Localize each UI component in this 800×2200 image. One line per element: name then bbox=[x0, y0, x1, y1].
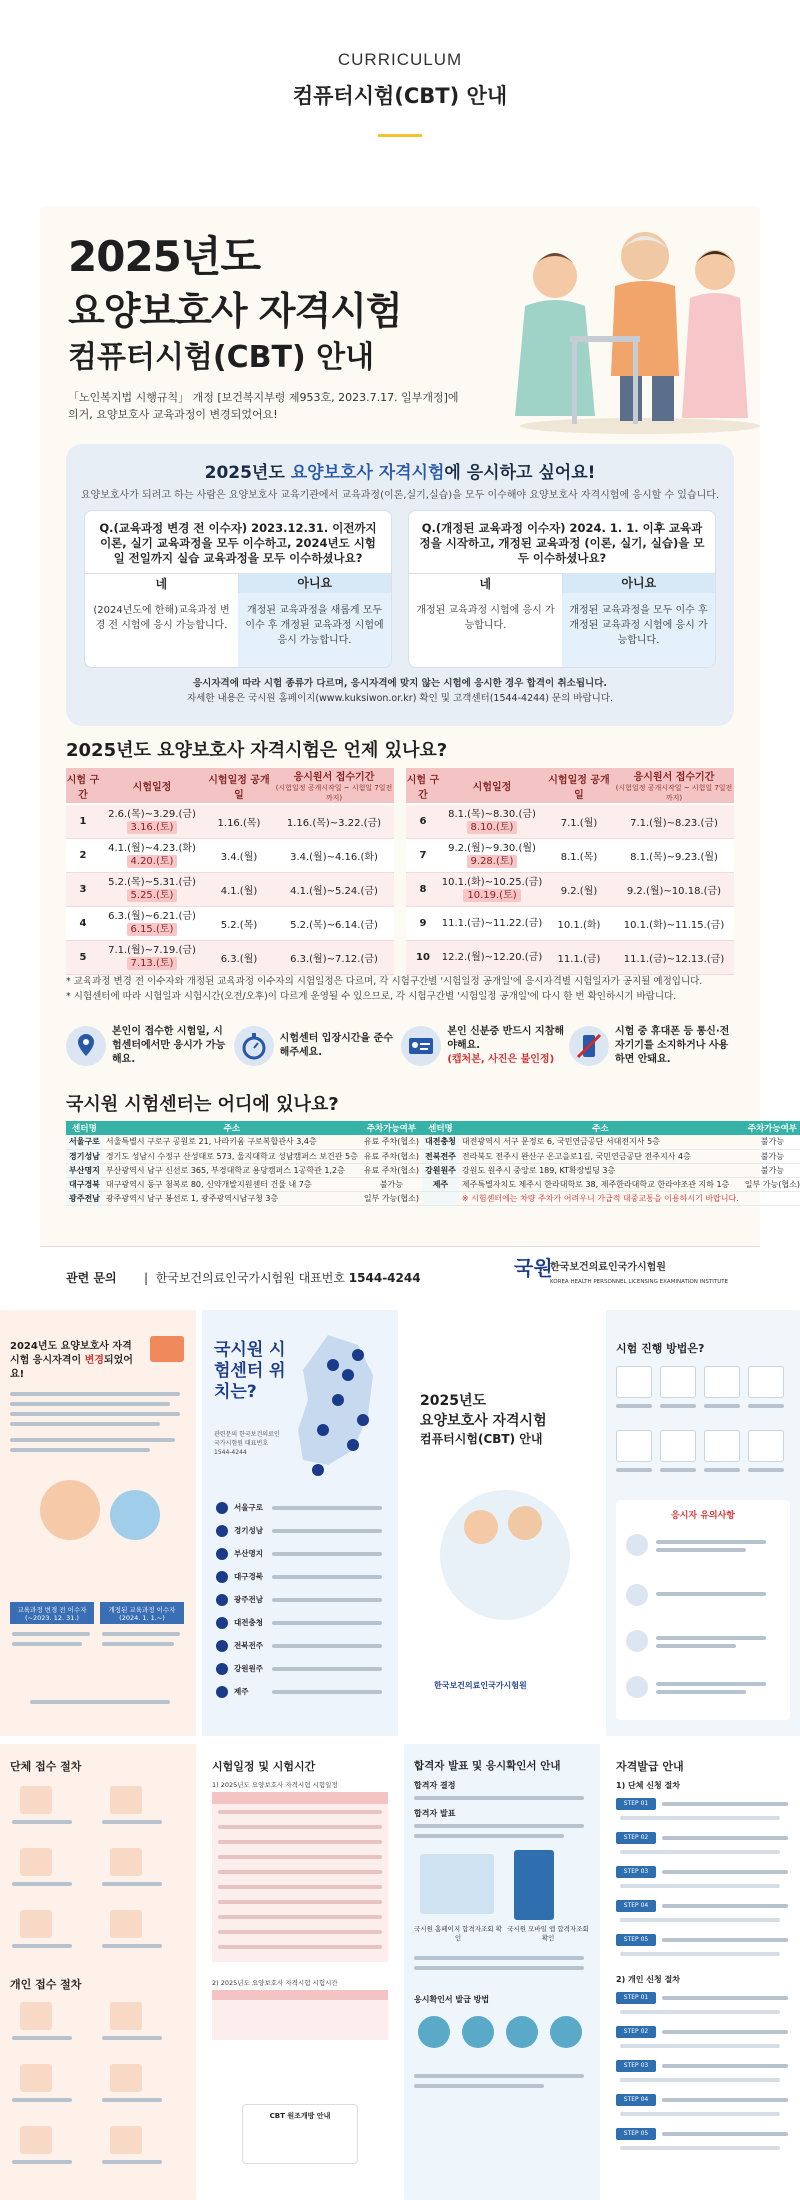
inquiry-bar bbox=[40, 1246, 760, 1302]
exam-rules-row bbox=[66, 1016, 734, 1076]
qa-question: Q.(개정된 교육과정 이수자) 2024. 1. 1. 이후 교육과정을 시작하고, 개정된 교육과정 (이론, 실기, 실습)을 모두 이수하셨나요? bbox=[419, 521, 705, 565]
caregiver-illustration bbox=[440, 1490, 570, 1620]
center-name: 경기성남 bbox=[66, 1149, 103, 1163]
location-pin-icon bbox=[66, 1026, 106, 1066]
application-period: 8.1.(목)~9.23.(월) bbox=[614, 838, 734, 872]
step-icon bbox=[748, 1366, 784, 1398]
center-address: ※ 시험센터에는 차량 주차가 어려우니 가급적 대중교통을 이용하시기 바랍니다. bbox=[459, 1191, 742, 1205]
exam-dates: 4.1.(월)~4.23.(화) 4.20.(토) bbox=[100, 838, 204, 872]
exam-period: 1 bbox=[66, 804, 100, 838]
parking-status: 불가능 bbox=[361, 1177, 422, 1191]
center-list-item: 전북전주 bbox=[216, 1638, 388, 1661]
qa-subtext: 요양보호사가 되려고 하는 사람은 요양보호사 교육기관에서 교육과정(이론,실기,실습)을 모두 이수해야 요양보호사 자격시험에 응시할 수 있습니다. bbox=[80, 490, 720, 501]
section-title: 컴퓨터시험(CBT) 안내 bbox=[292, 84, 508, 108]
exam-dates: 9.2.(월)~9.30.(월) 9.28.(토) bbox=[440, 838, 544, 872]
application-period: 5.2.(목)~6.14.(금) bbox=[274, 906, 394, 940]
application-period: 10.1.(화)~11.15.(금) bbox=[614, 906, 734, 940]
panel-registration bbox=[0, 1744, 196, 2200]
leaflet-collage bbox=[0, 1310, 800, 2200]
parking-status: 일부 가능(협소) bbox=[361, 1191, 422, 1205]
monitor-icon bbox=[150, 1336, 184, 1362]
col-header: 주차가능여부 bbox=[742, 1121, 800, 1135]
exam-period: 7 bbox=[406, 838, 440, 872]
schedule-table-right bbox=[406, 768, 734, 975]
panel-subtext: 1) 2025년도 요양보호사 자격시험 시험일정 bbox=[212, 1781, 338, 1789]
step-badge: STEP 03 bbox=[616, 2060, 656, 2072]
panel-results bbox=[404, 1744, 600, 2200]
no-phone-icon bbox=[569, 1026, 609, 1066]
rule-text: 본인이 접수한 시험일, 시험센터에서만 응시가 가능해요. bbox=[112, 1026, 226, 1065]
exam-period: 10 bbox=[406, 940, 440, 974]
exam-period: 2 bbox=[66, 838, 100, 872]
rule-text: 시험 중 휴대폰 등 통신·전자기기를 소지하거나 사용하면 안돼요. bbox=[614, 1026, 730, 1065]
parking-status: 유료 주차(협소) bbox=[361, 1163, 422, 1177]
center-name: 전북전주 bbox=[422, 1149, 459, 1163]
qa-no-label: 아니요 bbox=[563, 573, 716, 593]
mini-table bbox=[212, 1792, 388, 1962]
step-icon bbox=[748, 1430, 784, 1462]
exam-period: 9 bbox=[406, 906, 440, 940]
col-header: 시험일정 공개일 bbox=[544, 768, 614, 804]
panel-title: 국시원 시험센터 위치는? bbox=[214, 1340, 286, 1402]
qa-card-before-change bbox=[84, 510, 392, 668]
qa-no-answer: 개정된 교육과정을 새롭게 모두 이수 후 개정된 교육과정 시험에 응시 가능합니다. bbox=[238, 593, 391, 668]
application-period: 9.2.(월)~10.18.(금) bbox=[614, 872, 734, 906]
qa-no-label: 아니요 bbox=[239, 573, 392, 593]
centers-title: 국시원 시험센터는 어디에 있나요? bbox=[66, 1094, 339, 1115]
center-address: 광주광역시 남구 봉선로 1, 광주광역시남구청 3층 bbox=[103, 1191, 361, 1205]
center-address: 대구광역시 동구 첨복로 80, 신약개발지원센터 건물 내 7층 bbox=[103, 1177, 361, 1191]
step-icon bbox=[110, 1910, 142, 1938]
application-period: 7.1.(월)~8.23.(금) bbox=[614, 804, 734, 838]
center-list-item: 서울구로 bbox=[216, 1500, 388, 1523]
schedule-open-date: 4.1.(월) bbox=[204, 872, 274, 906]
notice-title: 응시자 유의사항 bbox=[671, 1511, 735, 1521]
center-list-item: 대전충청 bbox=[216, 1615, 388, 1638]
korea-map-icon bbox=[288, 1330, 388, 1480]
schedule-row bbox=[66, 906, 394, 940]
exam-dates: 5.2.(목)~5.31.(금) 5.25.(토) bbox=[100, 872, 204, 906]
panel-subtitle: 합격자 발표 bbox=[414, 1809, 456, 1818]
person-illustration bbox=[40, 1480, 100, 1540]
exam-period: 4 bbox=[66, 906, 100, 940]
panel-cover bbox=[404, 1310, 600, 1736]
panel-title: 시험 진행 방법은? bbox=[616, 1342, 705, 1355]
schedule-footnotes bbox=[66, 974, 734, 1004]
col-header: 응시원서 접수기간 (시험일정 공개시작일 ~ 시험일 7일전까지) bbox=[274, 768, 394, 804]
center-name: 광주전남 bbox=[66, 1191, 103, 1205]
schedule-row bbox=[406, 872, 734, 906]
qa-note bbox=[66, 676, 734, 706]
rule-item bbox=[569, 1016, 734, 1076]
mini-table bbox=[212, 1990, 388, 2040]
notice-box bbox=[616, 1500, 790, 1720]
panel-subtitle: 응시확인서 발급 방법 bbox=[414, 1995, 490, 2004]
schedule-row bbox=[66, 838, 394, 872]
kuksiwon-logo: 국원 한국보건의료인국가시험원 KOREA HEALTH PERSONNEL LICENSING EXAMINATION INSTITUTE bbox=[514, 1256, 729, 1285]
step-icon bbox=[616, 1366, 652, 1398]
col-header: 시험일정 bbox=[440, 768, 544, 804]
schedule-row bbox=[66, 872, 394, 906]
exam-period: 6 bbox=[406, 804, 440, 838]
panel-title: 요양보호사 자격시험 bbox=[420, 1413, 547, 1429]
panel-subtext: 2) 2025년도 요양보호사 자격시험 시험시간 bbox=[212, 1979, 338, 1987]
qa-yes-label: 네 bbox=[409, 573, 563, 593]
location-dot-icon bbox=[216, 1571, 228, 1583]
panel-title: 시험일정 및 시험시간 bbox=[212, 1760, 316, 1773]
step-badge: STEP 01 bbox=[616, 1798, 656, 1810]
col-header: 시험일정 공개일 bbox=[204, 768, 274, 804]
step-icon bbox=[20, 2002, 52, 2030]
step-icon bbox=[20, 2064, 52, 2092]
schedule-row bbox=[66, 804, 394, 838]
person-illustration bbox=[110, 1490, 160, 1540]
rule-text: 본인 신분증 반드시 지참해야해요. (캡처본, 사진은 불인정) bbox=[447, 1026, 565, 1065]
parking-status: 유료 주차(협소) bbox=[361, 1149, 422, 1163]
center-address: 전라북도 전주시 완산구 온고을로1길, 국민연금공단 전주지사 4층 bbox=[459, 1149, 742, 1163]
section-eyebrow: CURRICULUM bbox=[337, 50, 463, 69]
schedule-row bbox=[66, 940, 394, 974]
schedule-open-date: 8.1.(목) bbox=[544, 838, 614, 872]
center-name bbox=[422, 1191, 459, 1205]
step-badge: STEP 02 bbox=[616, 2026, 656, 2038]
rule-item bbox=[401, 1016, 566, 1076]
step-icon bbox=[616, 1430, 652, 1462]
panel-schedule bbox=[202, 1744, 398, 2200]
center-list-item: 제주 bbox=[216, 1684, 388, 1707]
schedule-open-date: 9.2.(월) bbox=[544, 872, 614, 906]
panel-title: 개인 접수 절차 bbox=[10, 1978, 82, 1991]
cbt-notice-box: CBT 원조개방 안내 bbox=[242, 2104, 358, 2164]
panel-title: 자격발급 안내 bbox=[616, 1760, 684, 1773]
col-header: 응시원서 접수기간 (시험일정 공개시작일 ~ 시험일 7일전까지) bbox=[614, 768, 734, 804]
parking-status: 유료 주차(협소) bbox=[361, 1135, 422, 1149]
col-header: 센터명 bbox=[66, 1121, 103, 1135]
exam-period: 3 bbox=[66, 872, 100, 906]
schedule-title: 2025년도 요양보호사 자격시험은 언제 있나요? bbox=[66, 740, 448, 761]
mobile-app-screenshot bbox=[514, 1850, 554, 1920]
inquiry-label: 관련 문의 bbox=[66, 1271, 117, 1285]
schedule-table-left bbox=[66, 768, 394, 975]
location-dot-icon bbox=[216, 1617, 228, 1629]
panel-center-locations bbox=[202, 1310, 398, 1736]
location-dot-icon bbox=[216, 1640, 228, 1652]
panel-title: 합격자 발표 및 응시확인서 안내 bbox=[414, 1760, 561, 1772]
stopwatch-icon bbox=[234, 1026, 274, 1066]
schedule-open-date: 10.1.(화) bbox=[544, 906, 614, 940]
panel-exam-process bbox=[606, 1310, 800, 1736]
step-icon bbox=[20, 1786, 52, 1814]
footnote: * 시험센터에 따라 시험일과 시험시간(오전/오후)이 다르게 운영될 수 있으므로, 각 시험구간별 '시험일정 공개일'에 다시 한 번 확인하시기 바랍니다. bbox=[66, 991, 677, 1002]
rule-item bbox=[66, 1016, 231, 1076]
center-name: 제주 bbox=[422, 1177, 459, 1191]
exam-period: 5 bbox=[66, 940, 100, 974]
col-header: 센터명 bbox=[422, 1121, 459, 1135]
parking-status: 불가능 bbox=[742, 1149, 800, 1163]
application-period: 4.1.(월)~5.24.(금) bbox=[274, 872, 394, 906]
step-badge: STEP 01 bbox=[616, 1992, 656, 2004]
application-period: 11.1.(금)~12.13.(금) bbox=[614, 940, 734, 974]
panel-subtitle: 1) 단체 신청 절차 bbox=[616, 1781, 680, 1790]
id-card-icon bbox=[401, 1026, 441, 1066]
poster-title-year: 2025년도 bbox=[68, 232, 261, 281]
schedule-row bbox=[406, 838, 734, 872]
panel-title: 컴퓨터시험(CBT) 안내 bbox=[420, 1432, 543, 1446]
center-list-item: 대구경북 bbox=[216, 1569, 388, 1592]
caregiver-illustration bbox=[470, 206, 760, 436]
exam-dates: 11.1.(금)~11.22.(금) bbox=[440, 906, 544, 940]
schedule-open-date: 5.2.(목) bbox=[204, 906, 274, 940]
qa-card-revised bbox=[408, 510, 716, 668]
exam-dates: 7.1.(월)~7.19.(금) 7.13.(토) bbox=[100, 940, 204, 974]
center-address: 강원도 원주시 중앙로 189, KT확장빌딩 3층 bbox=[459, 1163, 742, 1177]
qa-note-line: 응시자격에 따라 시험 종류가 다르며, 응시자격에 맞지 않는 시험에 응시한 경우 합격이 취소됩니다. bbox=[193, 678, 607, 689]
footnote: * 교육과정 변경 전 이수자와 개정된 교육과정 이수자의 시험일정은 다르며, 각 시험구간별 '시험일정 공개일'에 응시자격별 시험일자가 공지될 예정입니다. bbox=[66, 976, 703, 987]
center-list-item: 경기성남 bbox=[216, 1523, 388, 1546]
schedule-row bbox=[406, 804, 734, 838]
section-header bbox=[0, 0, 800, 150]
qa-heading: 2025년도 요양보호사 자격시험에 응시하고 싶어요! bbox=[204, 463, 596, 483]
panel-title: 단체 접수 절차 bbox=[10, 1760, 82, 1773]
location-dot-icon bbox=[216, 1663, 228, 1675]
step-icon bbox=[110, 2002, 142, 2030]
col-header: 시험 구간 bbox=[66, 768, 100, 804]
exam-dates: 10.1.(화)~10.25.(금) 10.19.(토) bbox=[440, 872, 544, 906]
panel-logo: 한국보건의료인국가시험원 bbox=[434, 1681, 527, 1690]
parking-status bbox=[742, 1191, 800, 1205]
exam-dates: 8.1.(목)~8.30.(금) 8.10.(토) bbox=[440, 804, 544, 838]
step-icon bbox=[110, 1848, 142, 1876]
step-badge: STEP 05 bbox=[616, 2128, 656, 2140]
step-icon bbox=[110, 2064, 142, 2092]
location-dot-icon bbox=[216, 1502, 228, 1514]
cbt-poster bbox=[40, 206, 800, 1302]
center-list-item: 부산명지 bbox=[216, 1546, 388, 1569]
schedule-open-date: 1.16.(목) bbox=[204, 804, 274, 838]
step-icon bbox=[704, 1430, 740, 1462]
step-badge: STEP 04 bbox=[616, 1900, 656, 1912]
exam-dates: 6.3.(월)~6.21.(금) 6.15.(토) bbox=[100, 906, 204, 940]
center-row bbox=[66, 1149, 800, 1163]
location-dot-icon bbox=[216, 1594, 228, 1606]
schedule-row bbox=[406, 906, 734, 940]
panel-subtext: 관련문의 한국보건의료인국가시험원 대표번호 1544-4244 bbox=[214, 1431, 280, 1456]
website-screenshot bbox=[420, 1854, 494, 1914]
schedule-open-date: 11.1.(금) bbox=[544, 940, 614, 974]
panel-box: 개정된 교육과정 이수자 (2024. 1. 1.~) bbox=[100, 1602, 184, 1624]
qa-note-line: 자세한 내용은 국시원 홈페이지(www.kuksiwon.or.kr) 확인 및 고객센터(1544-4244) 문의 바랍니다. bbox=[186, 693, 614, 704]
step-icon bbox=[660, 1430, 696, 1462]
exam-period: 8 bbox=[406, 872, 440, 906]
schedule-open-date: 6.3.(월) bbox=[204, 940, 274, 974]
center-row bbox=[66, 1163, 800, 1177]
step-icon bbox=[704, 1366, 740, 1398]
exam-dates: 12.2.(월)~12.20.(금) bbox=[440, 940, 544, 974]
panel-caption: 국시원 홈페이지 합격자조회 확인 bbox=[414, 1925, 502, 1942]
panel-subtitle: 합격자 결정 bbox=[414, 1781, 456, 1790]
panel-title: 2024년도 요양보호사 자격시험 응시자격이 변경되었어요! bbox=[10, 1341, 133, 1380]
exam-dates: 2.6.(목)~3.29.(금) 3.16.(토) bbox=[100, 804, 204, 838]
col-header: 주소 bbox=[459, 1121, 742, 1135]
location-dot-icon bbox=[216, 1686, 228, 1698]
step-icon bbox=[110, 2126, 142, 2154]
center-address: 서울특별시 구로구 공원로 21, 나라키움 구로복합관사 3,4층 bbox=[103, 1135, 361, 1149]
poster-intro: 「노인복지법 시행규칙」 개정 [보건복지부령 제953호, 2023.7.17. 일부개정]에 의거, 요양보호사 교육과정이 변경되었어요! bbox=[68, 391, 459, 421]
title-underline bbox=[378, 134, 422, 137]
center-row bbox=[66, 1191, 800, 1205]
rule-item bbox=[234, 1016, 399, 1076]
centers-table bbox=[66, 1121, 800, 1206]
schedule-row bbox=[406, 940, 734, 974]
qa-question: Q.(교육과정 변경 전 이수자) 2023.12.31. 이전까지 이론, 실기 교육과정을 모두 이수하고, 2024년도 시험일 전일까지 실습 교육과정을 모두 이수하셨나요? bbox=[99, 521, 377, 565]
step-icon bbox=[20, 1910, 52, 1938]
col-header: 주차가능여부 bbox=[361, 1121, 422, 1135]
center-name: 강원원주 bbox=[422, 1163, 459, 1177]
panel-caption: 국시원 모바일 앱 합격자조회 확인 bbox=[507, 1925, 589, 1942]
inquiry-text: | 한국보건의료인국가시험원 대표번호 1544-4244 bbox=[144, 1271, 421, 1285]
location-dot-icon bbox=[216, 1548, 228, 1560]
step-badge: STEP 05 bbox=[616, 1934, 656, 1946]
eligibility-qa-box bbox=[66, 444, 734, 726]
qa-yes-answer: (2024년도에 한해)교육과정 변경 전 시험에 응시 가능합니다. bbox=[93, 605, 230, 631]
center-address: 부산광역시 남구 신선로 365, 부경대학교 용당캠퍼스 1공학관 1,2층 bbox=[103, 1163, 361, 1177]
parking-status: 불가능 bbox=[742, 1163, 800, 1177]
qa-yes-label: 네 bbox=[85, 573, 239, 593]
panel-box: 교육과정 변경 전 이수자 (~2023. 12. 31.) bbox=[10, 1602, 94, 1624]
parking-status: 일부 가능(협소) bbox=[742, 1177, 800, 1191]
center-row bbox=[66, 1135, 800, 1149]
poster-title-exam: 요양보호사 자격시험 bbox=[68, 289, 402, 333]
rule-text: 시험센터 입장시간을 준수해주세요. bbox=[279, 1033, 393, 1058]
application-period: 1.16.(목)~3.22.(금) bbox=[274, 804, 394, 838]
step-badge: STEP 04 bbox=[616, 2094, 656, 2106]
col-header: 시험일정 bbox=[100, 768, 204, 804]
center-name: 대구경북 bbox=[66, 1177, 103, 1191]
step-badge: STEP 03 bbox=[616, 1866, 656, 1878]
center-address: 경기도 성남시 수정구 산성대로 573, 울지대학교 성남캠퍼스 보건관 5층 bbox=[103, 1149, 361, 1163]
step-icon bbox=[110, 1786, 142, 1814]
center-address: 대전광역시 서구 문정로 6, 국민연금공단 서대전지사 5층 bbox=[459, 1135, 742, 1149]
center-name: 서울구로 bbox=[66, 1135, 103, 1149]
schedule-open-date: 3.4.(월) bbox=[204, 838, 274, 872]
panel-subtitle: 2) 개인 신청 절차 bbox=[616, 1975, 680, 1984]
center-row bbox=[66, 1177, 800, 1191]
step-icon bbox=[660, 1366, 696, 1398]
center-list-item: 강원원주 bbox=[216, 1661, 388, 1684]
panel-title: 2025년도 bbox=[420, 1393, 487, 1409]
poster-title-cbt: 컴퓨터시험(CBT) 안내 bbox=[68, 340, 375, 375]
step-icon bbox=[20, 1848, 52, 1876]
application-period: 6.3.(월)~7.12.(금) bbox=[274, 940, 394, 974]
qa-yes-answer: 개정된 교육과정 시험에 응시 가능합니다. bbox=[416, 605, 555, 631]
center-list-item: 광주전남 bbox=[216, 1592, 388, 1615]
schedule-open-date: 7.1.(월) bbox=[544, 804, 614, 838]
panel-license-issue bbox=[606, 1744, 800, 2200]
qa-no-answer: 개정된 교육과정을 모두 이수 후 개정된 교육과정 시험에 응시 가능합니다. bbox=[562, 593, 715, 668]
step-icon bbox=[20, 2126, 52, 2154]
col-header: 주소 bbox=[103, 1121, 361, 1135]
panel-eligibility-change bbox=[0, 1310, 196, 1736]
center-name: 부산명지 bbox=[66, 1163, 103, 1177]
center-address: 제주특별자치도 제주시 한라대학로 38, 제주한라대학교 한라야조관 지하 1층 bbox=[459, 1177, 742, 1191]
location-dot-icon bbox=[216, 1525, 228, 1537]
col-header: 시험 구간 bbox=[406, 768, 440, 804]
application-period: 3.4.(월)~4.16.(화) bbox=[274, 838, 394, 872]
center-name: 대전충청 bbox=[422, 1135, 459, 1149]
step-badge: STEP 02 bbox=[616, 1832, 656, 1844]
parking-status: 불가능 bbox=[742, 1135, 800, 1149]
